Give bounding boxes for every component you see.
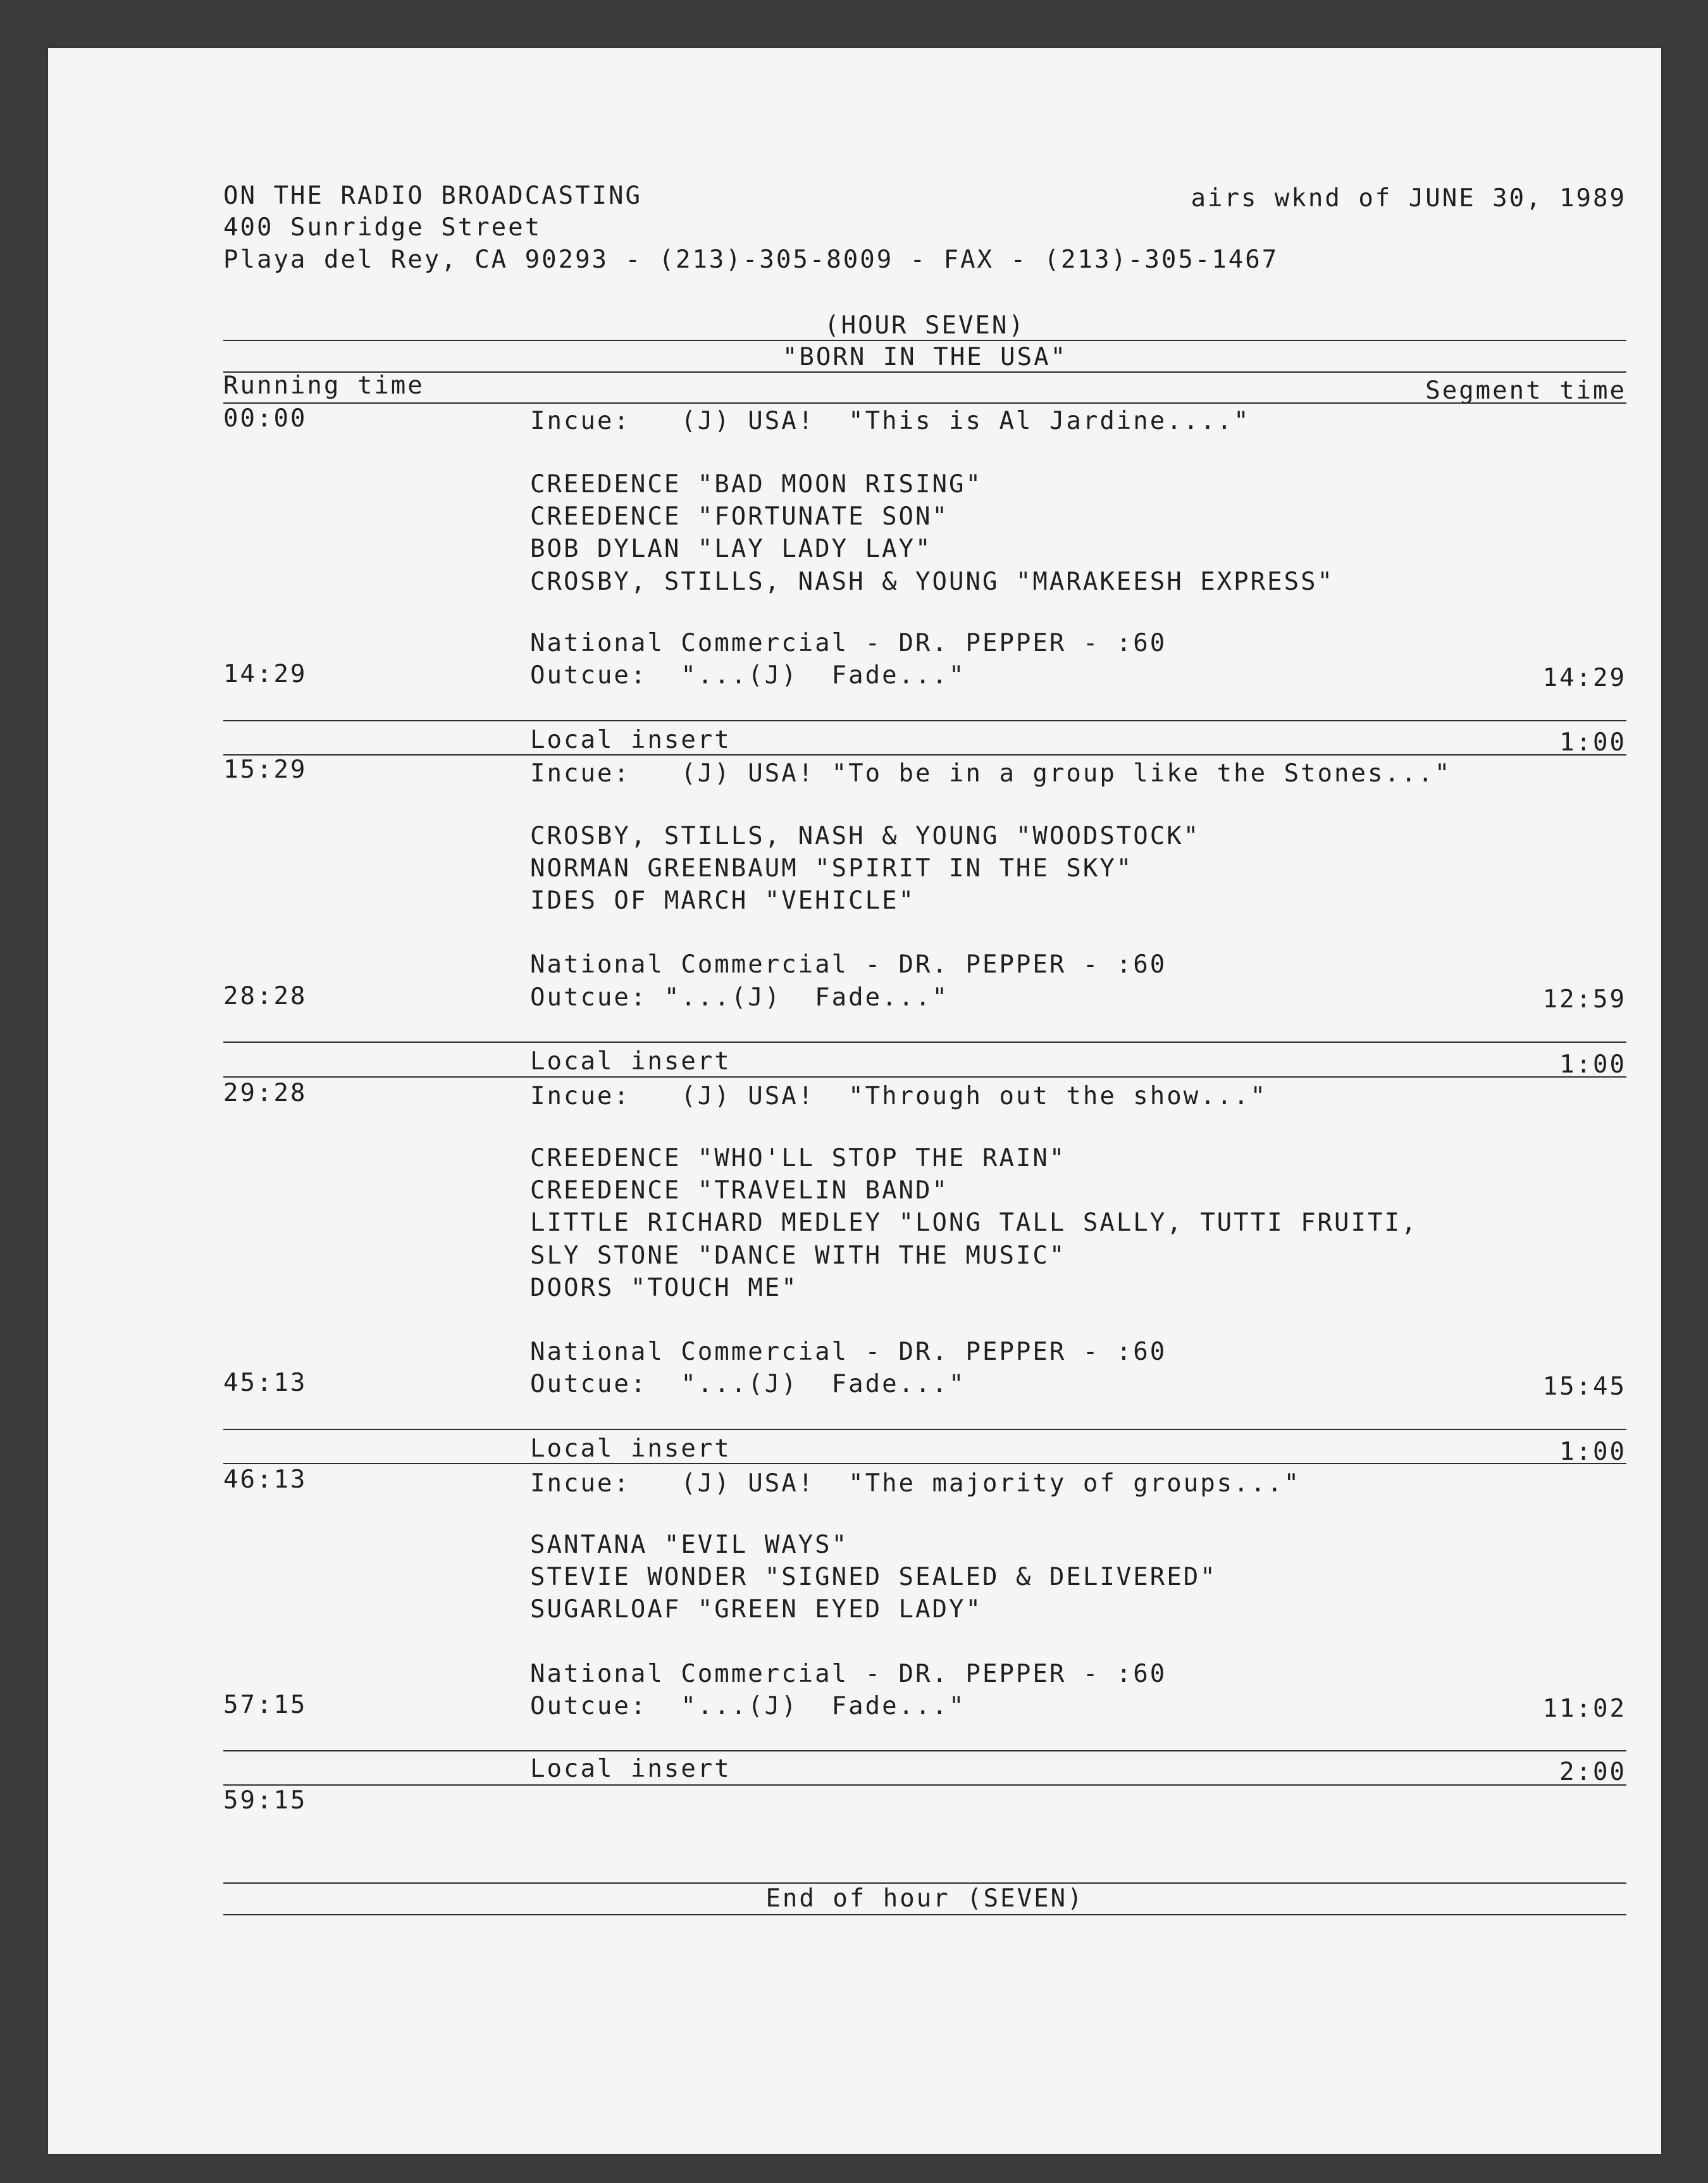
outcue: Outcue: "...(J) Fade..." — [530, 1692, 966, 1720]
end-of-hour: End of hour (SEVEN) — [765, 1884, 1084, 1913]
start-time: 15:29 — [223, 756, 307, 784]
divider — [223, 720, 1626, 721]
song: LITTLE RICHARD MEDLEY "LONG TALL SALLY, TUTTI FRUITI, — [530, 1209, 1418, 1237]
incue: Incue: (J) USA! "To be in a group like the Stones..." — [530, 759, 1452, 788]
song: CREEDENCE "WHO'LL STOP THE RAIN" — [530, 1144, 1067, 1172]
end-time: 14:29 — [223, 660, 307, 688]
commercial: National Commercial - DR. PEPPER - :60 — [530, 1338, 1167, 1366]
show-title: "BORN IN THE USA" — [782, 343, 1068, 371]
song: SUGARLOAF "GREEN EYED LADY" — [530, 1595, 982, 1624]
song: NORMAN GREENBAUM "SPIRIT IN THE SKY" — [530, 854, 1134, 883]
running-time-label: Running time — [223, 371, 424, 400]
song: CREEDENCE "FORTUNATE SON" — [530, 502, 949, 531]
divider — [223, 402, 1626, 404]
incue: Incue: (J) USA! "The majority of groups..." — [530, 1469, 1301, 1498]
incue: Incue: (J) USA! "This is Al Jardine...." — [530, 407, 1251, 435]
divider — [223, 340, 1626, 341]
song: SLY STONE "DANCE WITH THE MUSIC" — [530, 1241, 1067, 1270]
song: DOORS "TOUCH ME" — [530, 1274, 798, 1302]
song: STEVIE WONDER "SIGNED SEALED & DELIVERED" — [530, 1563, 1217, 1591]
air-date: airs wknd of JUNE 30, 1989 — [1191, 184, 1626, 213]
end-time: 45:13 — [223, 1369, 307, 1397]
local-insert-time: 2:00 — [1559, 1758, 1626, 1786]
company-name: ON THE RADIO BROADCASTING — [223, 182, 642, 210]
end-time: 28:28 — [223, 982, 307, 1011]
song: CROSBY, STILLS, NASH & YOUNG "WOODSTOCK" — [530, 822, 1201, 850]
local-insert-time: 1:00 — [1559, 1438, 1626, 1466]
divider — [223, 1463, 1626, 1464]
start-time: 46:13 — [223, 1465, 307, 1494]
segment-time: 14:29 — [1542, 664, 1626, 692]
song: IDES OF MARCH "VEHICLE" — [530, 886, 916, 915]
segment-time: 11:02 — [1542, 1695, 1626, 1723]
end-time: 57:15 — [223, 1691, 307, 1719]
song: SANTANA "EVIL WAYS" — [530, 1531, 849, 1559]
song: CREEDENCE "BAD MOON RISING" — [530, 470, 982, 499]
local-insert-time: 1:00 — [1559, 1050, 1626, 1079]
divider — [223, 1076, 1626, 1078]
start-time: 29:28 — [223, 1079, 307, 1107]
outcue: Outcue: "...(J) Fade..." — [530, 1370, 966, 1398]
divider — [223, 754, 1626, 756]
final-time: 59:15 — [223, 1786, 307, 1815]
company-street: 400 Sunridge Street — [223, 213, 542, 242]
local-insert-label: Local insert — [530, 1755, 731, 1783]
divider — [223, 1882, 1626, 1884]
company-contact: Playa del Rey, CA 90293 - (213)-305-8009 - FAX - (213)-305-1467 — [223, 246, 1279, 274]
divider — [223, 1784, 1626, 1786]
song: BOB DYLAN "LAY LADY LAY" — [530, 535, 932, 563]
local-insert-label: Local insert — [530, 1047, 731, 1076]
divider — [223, 371, 1626, 373]
hour-label: (HOUR SEVEN) — [824, 311, 1025, 340]
start-time: 00:00 — [223, 404, 307, 433]
song: CROSBY, STILLS, NASH & YOUNG "MARAKEESH EXPRESS" — [530, 568, 1335, 596]
divider — [223, 1750, 1626, 1751]
local-insert-time: 1:00 — [1559, 728, 1626, 757]
outcue: Outcue: "...(J) Fade..." — [530, 983, 949, 1012]
divider — [223, 1914, 1626, 1915]
segment-time: 12:59 — [1542, 985, 1626, 1014]
local-insert-label: Local insert — [530, 726, 731, 754]
commercial: National Commercial - DR. PEPPER - :60 — [530, 950, 1167, 979]
incue: Incue: (J) USA! "Through out the show..." — [530, 1082, 1268, 1110]
segment-time: 15:45 — [1542, 1372, 1626, 1401]
divider — [223, 1042, 1626, 1043]
local-insert-label: Local insert — [530, 1434, 731, 1463]
outcue: Outcue: "...(J) Fade..." — [530, 661, 966, 690]
segment-time-label: Segment time — [1425, 376, 1626, 405]
divider — [223, 1429, 1626, 1430]
song: CREEDENCE "TRAVELIN BAND" — [530, 1176, 949, 1205]
commercial: National Commercial - DR. PEPPER - :60 — [530, 629, 1167, 657]
commercial: National Commercial - DR. PEPPER - :60 — [530, 1660, 1167, 1688]
